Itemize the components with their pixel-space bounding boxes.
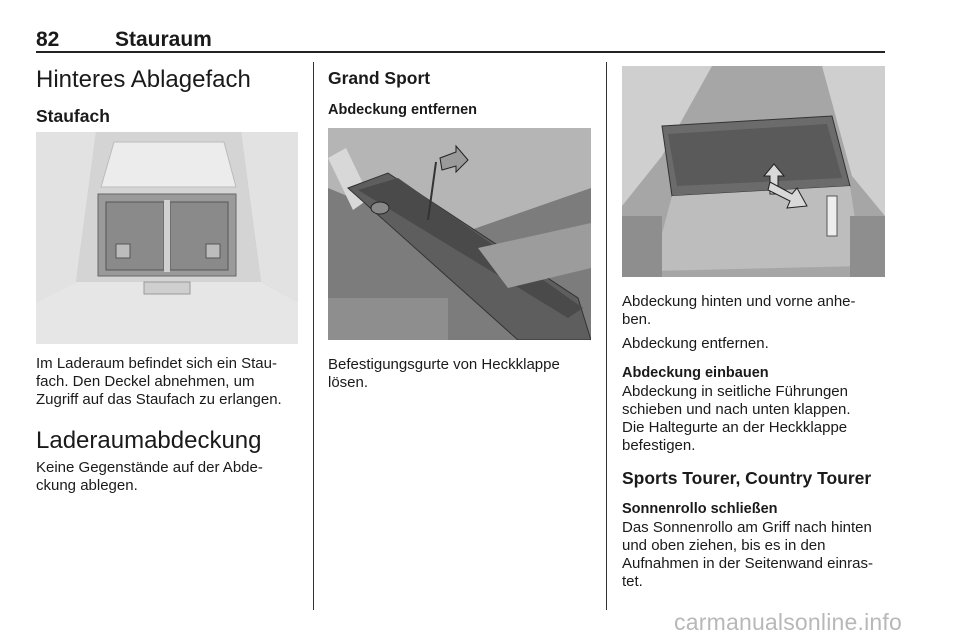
column-divider-2 [606,62,607,610]
page-number: 82 [36,28,60,51]
paragraph-line: ckung ablegen. [36,477,138,494]
paragraph-line: Aufnahmen in der Seitenwand einras- [622,555,873,572]
paragraph-line: lösen. [328,374,369,391]
chapter-title: Stauraum [115,28,212,51]
paragraph-line: Die Haltegurte an der Heckklappe [622,419,848,436]
paragraph-line: Keine Gegenstände auf der Abde- [36,459,263,476]
paragraph-line: Das Sonnenrollo am Griff nach hinten [622,519,872,536]
paragraph-line: ben. [622,311,652,328]
paragraph-line: schieben und nach unten klappen. [622,401,851,418]
paragraph-line: und oben ziehen, bis es in den [622,537,826,554]
figure-storage-compartment [36,132,298,344]
middle-text-block [328,356,598,392]
left-text-block [36,355,308,495]
subheading-abdeckung-entfernen: Abdeckung entfernen [328,102,478,118]
heading-grand-sport: Grand Sport [328,68,431,88]
paragraph-line: tet. [622,573,643,590]
paragraph-line: Im Laderaum befindet sich ein Stau- [36,355,277,372]
paragraph-line: Abdeckung entfernen. [622,335,769,352]
watermark: carmanualsonline.info [674,609,902,635]
paragraph-line: Zugriff auf das Staufach zu erlangen. [36,391,282,408]
subheading-sonnenrollo: Sonnenrollo schließen [622,501,778,517]
left-column [36,66,306,127]
header-rule [36,51,885,53]
right-text-block [622,293,892,591]
column-divider-1 [313,62,314,610]
subheading-abdeckung-einbauen: Abdeckung einbauen [622,365,769,381]
section-title-hinteres-ablagefach: Hinteres Ablagefach [36,66,251,93]
section-title-laderaumabdeckung: Laderaumabdeckung [36,427,262,454]
subtitle-staufach: Staufach [36,106,110,126]
paragraph-line: fach. Den Deckel abnehmen, um [36,373,255,390]
middle-column-header [328,67,598,120]
paragraph-line: Abdeckung in seitliche Führungen [622,383,848,400]
figure-grand-sport-cover [328,128,591,340]
paragraph-line: befestigen. [622,437,696,454]
paragraph-line: Abdeckung hinten und vorne anhe- [622,293,856,310]
heading-sports-tourer: Sports Tourer, Country Tourer [622,468,872,488]
figure-cover-lift [622,66,885,277]
paragraph-line: Befestigungsgurte von Heckklappe [328,356,560,373]
